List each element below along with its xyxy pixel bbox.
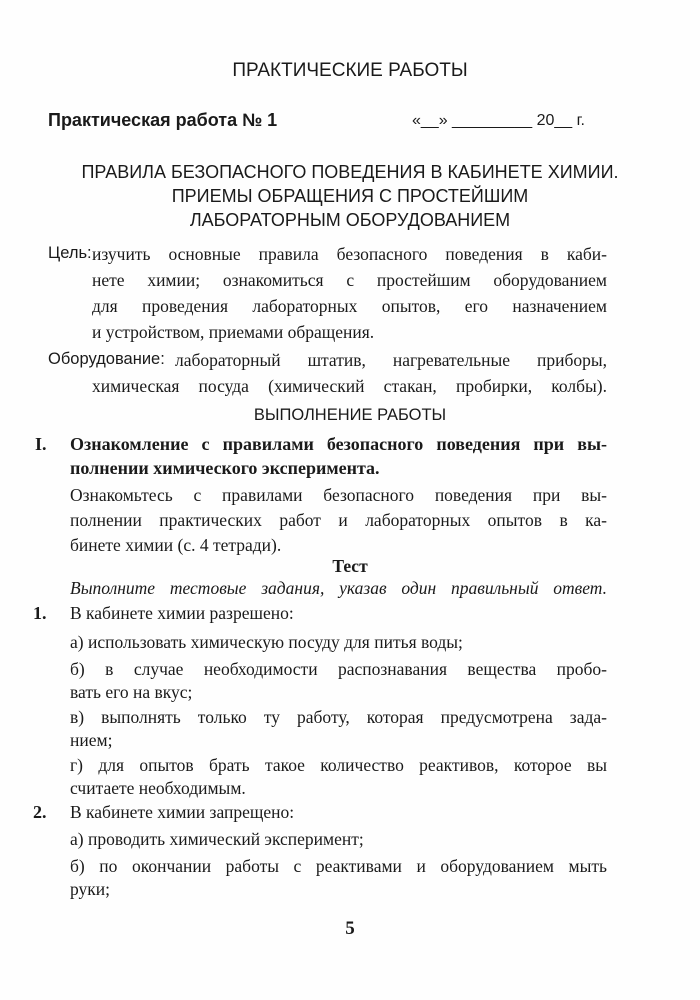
question-1-text: В кабинете химии разрешено: (70, 603, 294, 623)
goal-line-1: изучить основные правила безопасного поведения в каби- (92, 244, 607, 264)
equipment-label: Оборудование: (48, 350, 165, 368)
test-instruction: Выполните тестовые задания, указав один правильный ответ. (70, 578, 607, 598)
equipment-line-2: химическая посуда (химический стакан, пробирки, колбы). (92, 376, 607, 396)
part1-text-line-3: бинете химии (с. 4 тетради). (70, 535, 282, 555)
test-title: Тест (332, 556, 368, 576)
question-1-option-b-line-2: вать его на вкус; (70, 682, 193, 702)
topic-line-1: ПРАВИЛА БЕЗОПАСНОГО ПОВЕДЕНИЯ В КАБИНЕТЕ ХИМИИ. (81, 162, 619, 182)
part1-numeral: I. (35, 434, 47, 454)
question-2-option-a: а) проводить химический эксперимент; (70, 829, 364, 849)
work-title: Практическая работа № 1 (48, 110, 278, 130)
question-2-option-b-line-1: б) по окончании работы с реактивами и оборудованием мыть (70, 856, 607, 876)
part1-heading-line-1: Ознакомление с правилами безопасного поведения при вы- (70, 434, 607, 454)
question-1-option-a: а) использовать химическую посуду для питья воды; (70, 632, 463, 652)
topic-line-3: ЛАБОРАТОРНЫМ ОБОРУДОВАНИЕМ (189, 210, 511, 230)
goal-line-2: нете химии; ознакомиться с простейшим оборудованием (92, 270, 607, 290)
part1-text-line-1: Ознакомьтесь с правилами безопасного поведения при вы- (70, 485, 607, 505)
question-1-option-c-line-2: нием; (70, 730, 113, 750)
question-2-number: 2. (33, 802, 47, 822)
question-1-number: 1. (33, 603, 47, 623)
question-2-text: В кабинете химии запрещено: (70, 802, 295, 822)
page-number: 5 (345, 918, 355, 939)
date-line: «__» _________ 20__ г. (412, 112, 585, 129)
question-1-option-d-line-2: считаете необходимым. (70, 778, 246, 798)
topic-line-2: ПРИЕМЫ ОБРАЩЕНИЯ С ПРОСТЕЙШИМ (171, 186, 529, 206)
goal-line-4: и устройством, приемами обращения. (92, 322, 375, 342)
question-1-option-d-line-1: г) для опытов брать такое количество реактивов, которое вы (70, 755, 607, 775)
section-title: ПРАКТИЧЕСКИЕ РАБОТЫ (232, 60, 468, 81)
part1-heading-line-2: полнении химического эксперимента. (70, 458, 380, 478)
question-1-option-c-line-1: в) выполнять только ту работу, которая предусмотрена зада- (70, 707, 607, 727)
goal-line-3: для проведения лабораторных опытов, его назначением (92, 296, 607, 316)
part1-text-line-2: полнении практических работ и лабораторных опытов в ка- (70, 510, 607, 530)
question-2-option-b-line-2: руки; (70, 879, 110, 899)
equipment-line-1: лабораторный штатив, нагревательные приборы, (175, 350, 607, 370)
execution-title: ВЫПОЛНЕНИЕ РАБОТЫ (253, 406, 447, 424)
question-1-option-b-line-1: б) в случае необходимости распознавания вещества пробо- (70, 659, 607, 679)
goal-label: Цель: (48, 244, 92, 262)
